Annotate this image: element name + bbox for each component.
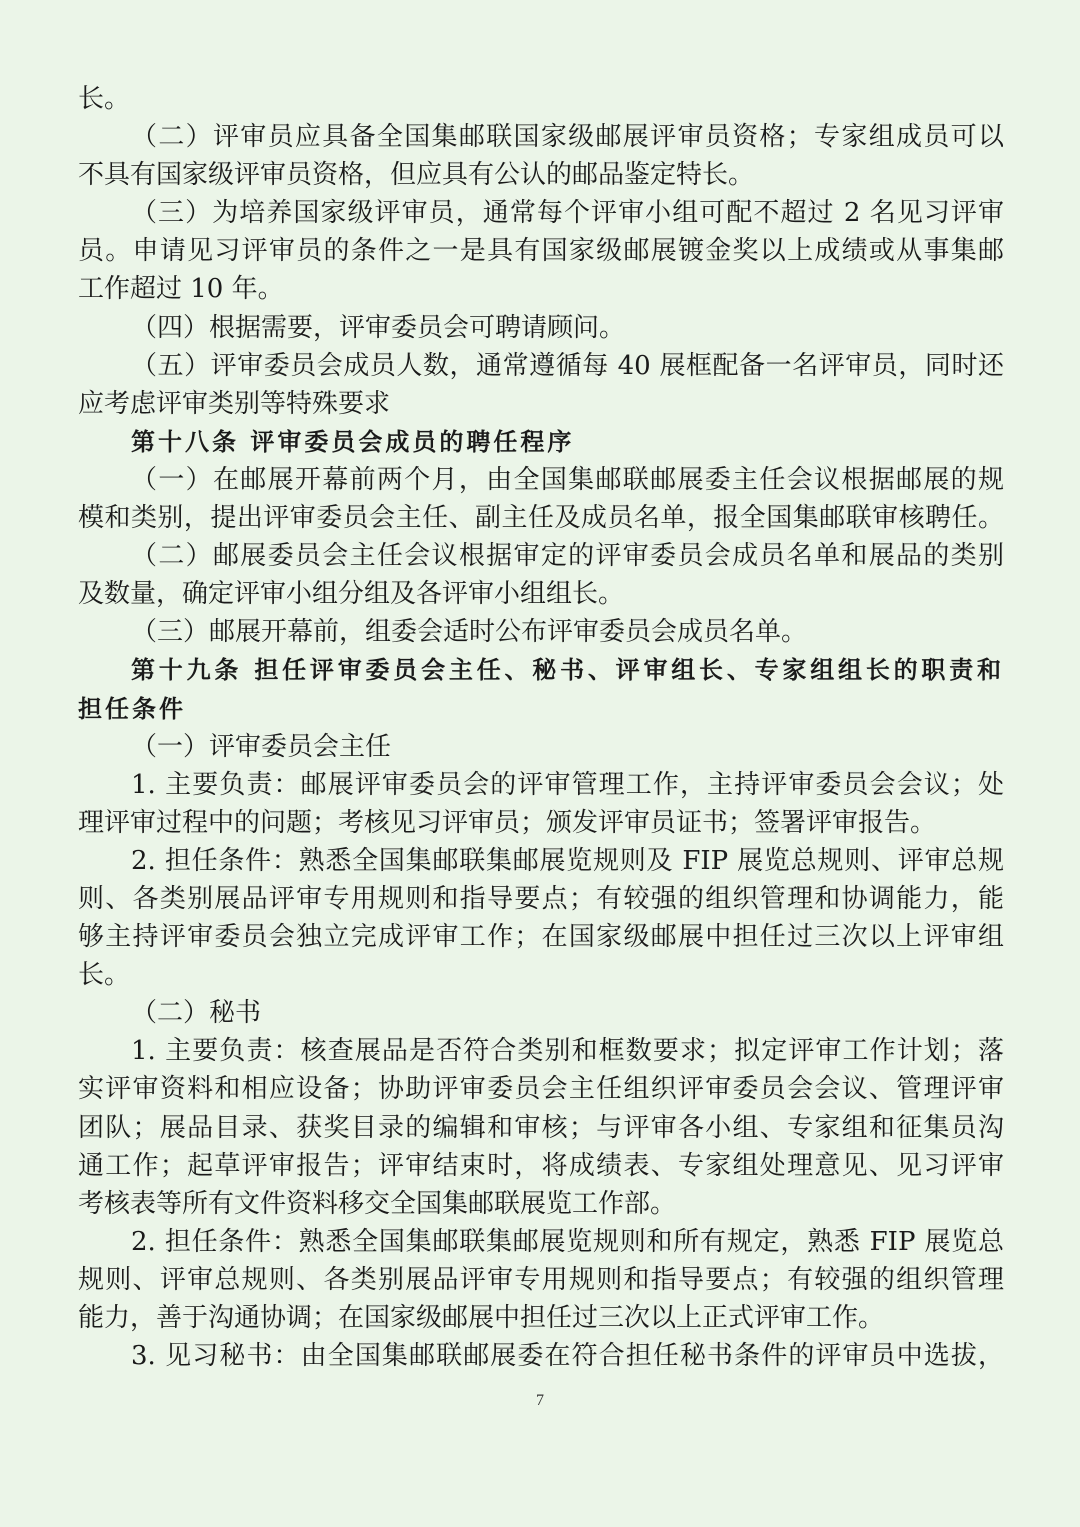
text-line: 团队；展品目录、获奖目录的编辑和审核；与评审各小组、专家组和征集员沟: [78, 1112, 1004, 1143]
text-line: （二）评审员应具备全国集邮联国家级邮展评审员资格；专家组成员可以: [131, 122, 1004, 153]
text-line: 通工作；起草评审报告；评审结束时，将成绩表、专家组处理意见、见习评审: [78, 1150, 1004, 1181]
text-line: （三）邮展开幕前，组委会适时公布评审委员会成员名单。: [131, 617, 808, 648]
text-line: 1. 主要负责：核查展品是否符合类别和框数要求；拟定评审工作计划；落: [131, 1036, 1004, 1067]
text-line: 2. 担任条件：熟悉全国集邮联集邮展览规则及 FIP 展览总规则、评审总规: [131, 845, 1004, 876]
text-line: 长。: [78, 84, 131, 114]
text-line: 够主持评审委员会独立完成评审工作；在国家级邮展中担任过三次以上评审组: [78, 922, 1004, 953]
text-line: 应考虑评审类别等特殊要求: [78, 388, 391, 419]
document-page: [78, 80, 1004, 1375]
article-heading-line: 第十八条 评审委员会成员的聘任程序: [131, 427, 575, 456]
text-line: 实评审资料和相应设备；协助评审委员会主任组织评审委员会会议、管理评审: [78, 1074, 1004, 1105]
text-line: （二）秘书: [131, 998, 262, 1029]
text-line: 不具有国家级评审员资格，但应具有公认的邮品鉴定特长。: [78, 160, 755, 191]
text-line: （二）邮展委员会主任会议根据审定的评审委员会成员名单和展品的类别: [131, 541, 1004, 572]
text-line: 3. 见习秘书：由全国集邮联邮展委在符合担任秘书条件的评审员中选拔，: [131, 1341, 1004, 1372]
text-line: 工作超过 10 年。: [78, 274, 284, 305]
text-line: （三）为培养国家级评审员，通常每个评审小组可配不超过 2 名见习评审: [131, 198, 1004, 229]
text-line: （一）评审委员会主任: [131, 731, 392, 762]
text-line: 考核表等所有文件资料移交全国集邮联展览工作部。: [78, 1188, 677, 1219]
text-line: （一）在邮展开幕前两个月，由全国集邮联邮展委主任会议根据邮展的规: [131, 464, 1004, 495]
text-line: 2. 担任条件：熟悉全国集邮联集邮展览规则和所有规定，熟悉 FIP 展览总: [131, 1226, 1004, 1257]
text-line: 理评审过程中的问题；考核见习评审员；颁发评审员证书；签署评审报告。: [78, 807, 937, 838]
article-heading-line: 担任条件: [78, 694, 186, 723]
text-line: 能力，善于沟通协调；在国家级邮展中担任过三次以上正式评审工作。: [78, 1303, 885, 1333]
text-line: 1. 主要负责：邮展评审委员会的评审管理工作，主持评审委员会会议；处: [131, 769, 1004, 800]
text-line: 规则、评审总规则、各类别展品评审专用规则和指导要点；有较强的组织管理: [78, 1264, 1004, 1295]
text-line: 模和类别，提出评审委员会主任、副主任及成员名单，报全国集邮联审核聘任。: [78, 503, 1004, 534]
text-line: （四）根据需要，评审委员会可聘请顾问。: [131, 312, 626, 343]
article-heading-line: 第十九条 担任评审委员会主任、秘书、评审组长、专家组组长的职责和: [131, 656, 1004, 685]
page-number: 7: [536, 1392, 544, 1409]
text-line: 及数量，确定评审小组分组及各评审小组组长。: [78, 579, 625, 610]
text-line: （五）评审委员会成员人数，通常遵循每 40 展框配备一名评审员，同时还: [131, 350, 1004, 381]
text-line: 长。: [78, 960, 131, 991]
text-line: 员。申请见习评审员的条件之一是具有国家级邮展镀金奖以上成绩或从事集邮: [78, 236, 1004, 267]
text-line: 则、各类别展品评审专用规则和指导要点；有较强的组织管理和协调能力，能: [78, 883, 1004, 914]
